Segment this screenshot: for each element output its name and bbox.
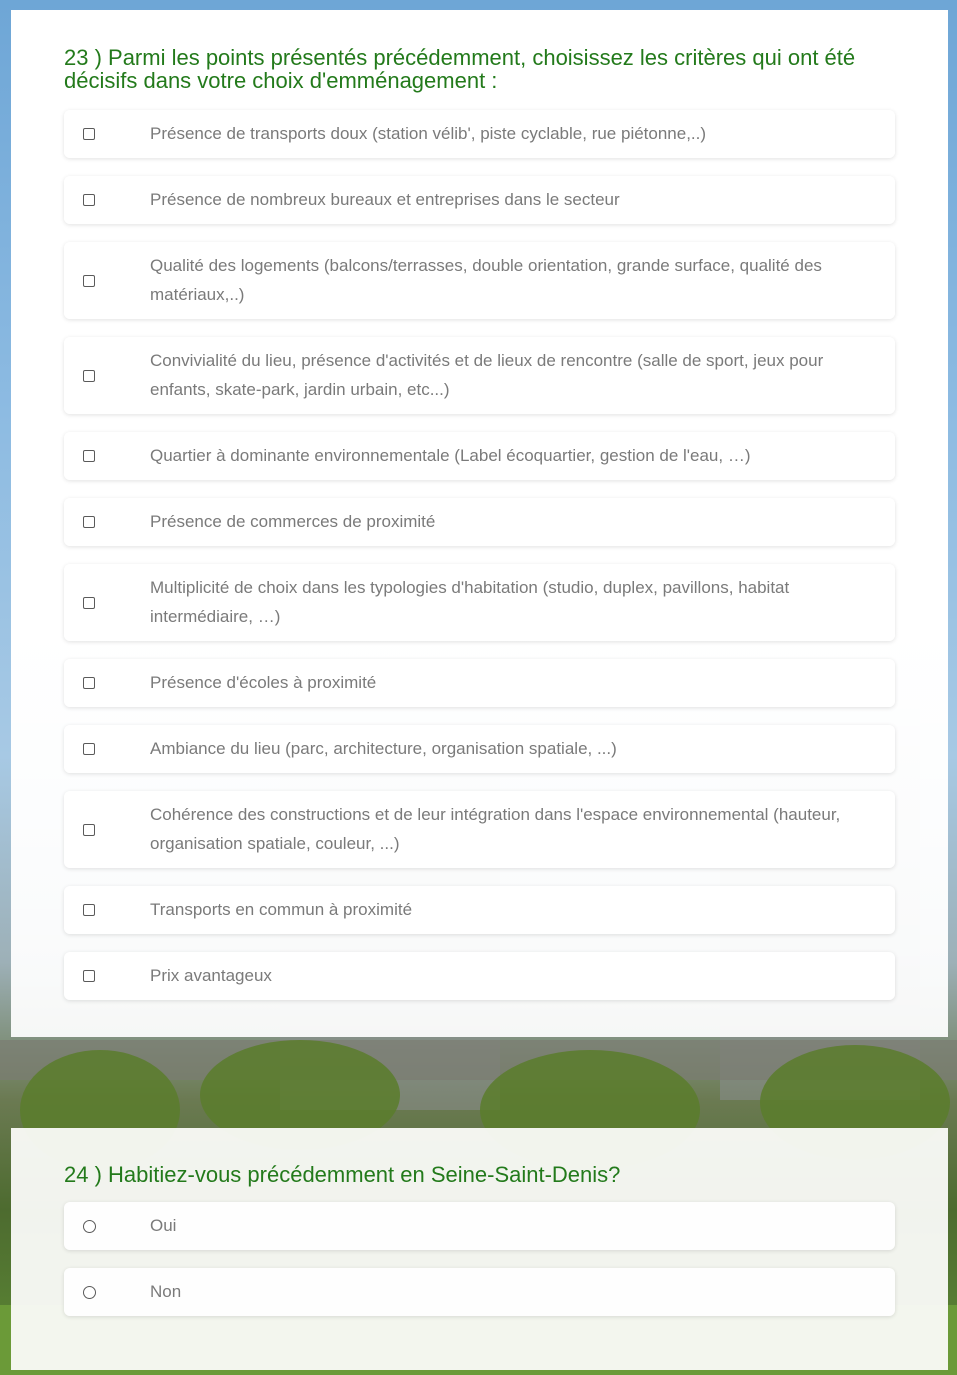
radio-button[interactable]: [83, 1286, 96, 1299]
option-label: Cohérence des constructions et de leur intégration dans l'espace environnemental (hauteur, organisation spatiale, couleur, ...): [150, 805, 841, 853]
option-label: Présence d'écoles à proximité: [150, 673, 377, 692]
option-label: Non: [150, 1282, 182, 1301]
checkbox[interactable]: [83, 194, 95, 206]
option-coherence[interactable]: [64, 791, 895, 868]
option-label: Ambiance du lieu (parc, architecture, organisation spatiale, ...): [150, 739, 617, 758]
question-23-title: 23 ) Parmi les points présentés précédemment, choisissez les critères qui ont été décisifs dans votre choix d'emménagement :: [64, 45, 856, 93]
question-23-card: [11, 10, 948, 1037]
option-ecoles[interactable]: [64, 659, 895, 707]
option-label: Multiplicité de choix dans les typologies d'habitation (studio, duplex, pavillons, habitat intermédiaire, …): [150, 578, 790, 626]
option-label: Convivialité du lieu, présence d'activités et de lieux de rencontre (salle de sport, jeux pour enfants, skate-park, jardin urbain, etc...): [150, 351, 824, 399]
option-commerces[interactable]: [64, 498, 895, 546]
option-quartier-environnemental[interactable]: [64, 432, 895, 480]
option-ambiance[interactable]: [64, 725, 895, 773]
checkbox[interactable]: [83, 970, 95, 982]
option-oui[interactable]: [64, 1202, 895, 1250]
option-label: Présence de transports doux (station vélib', piste cyclable, rue piétonne,..): [150, 124, 707, 143]
checkbox[interactable]: [83, 904, 95, 916]
checkbox[interactable]: [83, 275, 95, 287]
option-prix[interactable]: [64, 952, 895, 1000]
option-label: Présence de nombreux bureaux et entreprises dans le secteur: [150, 190, 620, 209]
option-non[interactable]: [64, 1268, 895, 1316]
option-transports-doux[interactable]: [64, 110, 895, 158]
option-label: Présence de commerces de proximité: [150, 512, 436, 531]
option-typologies[interactable]: [64, 564, 895, 641]
checkbox[interactable]: [83, 677, 95, 689]
option-convivialite[interactable]: [64, 337, 895, 414]
option-label: Transports en commun à proximité: [150, 900, 413, 919]
option-label: Prix avantageux: [150, 966, 272, 985]
question-24-card: [11, 1128, 948, 1370]
checkbox[interactable]: [83, 450, 95, 462]
checkbox[interactable]: [83, 597, 95, 609]
checkbox[interactable]: [83, 824, 95, 836]
checkbox[interactable]: [83, 743, 95, 755]
option-transports-commun[interactable]: [64, 886, 895, 934]
radio-button[interactable]: [83, 1220, 96, 1233]
question-24-title: 24 ) Habitiez-vous précédemment en Seine-Saint-Denis?: [64, 1162, 621, 1187]
checkbox[interactable]: [83, 516, 95, 528]
option-bureaux-entreprises[interactable]: [64, 176, 895, 224]
option-label: Quartier à dominante environnementale (Label écoquartier, gestion de l'eau, …): [150, 446, 751, 465]
option-label: Oui: [150, 1216, 177, 1235]
checkbox[interactable]: [83, 128, 95, 140]
checkbox[interactable]: [83, 370, 95, 382]
option-qualite-logements[interactable]: [64, 242, 895, 319]
option-label: Qualité des logements (balcons/terrasses, double orientation, grande surface, qualité des matériaux,..): [150, 256, 822, 304]
